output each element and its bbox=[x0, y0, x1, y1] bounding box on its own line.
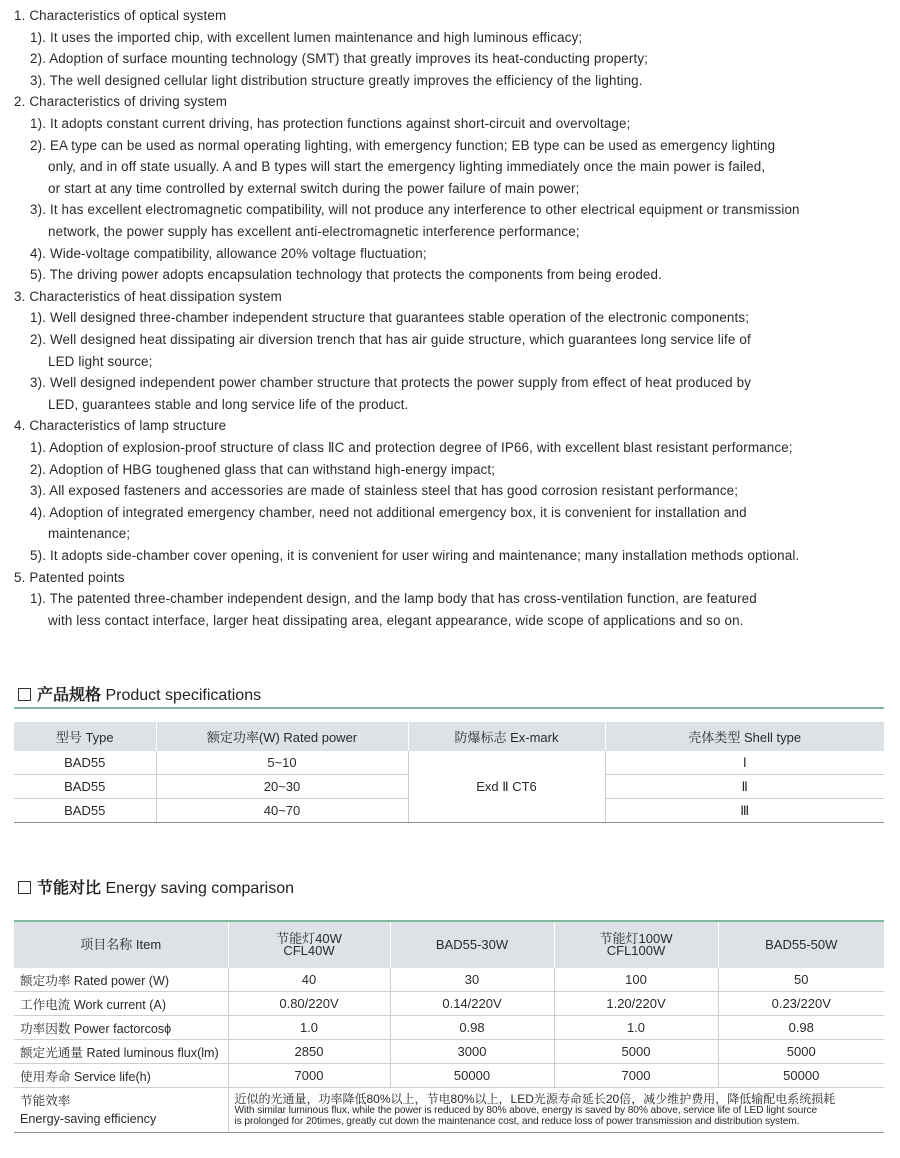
row-value: 0.98 bbox=[390, 1016, 554, 1040]
header-line2: CFL100W bbox=[606, 943, 666, 958]
table-row bbox=[14, 992, 884, 1016]
spec-shell: Ⅱ bbox=[605, 775, 884, 799]
spec-power: 20~30 bbox=[156, 775, 408, 799]
checkbox-square-icon bbox=[18, 881, 31, 894]
feature-heading: 3. Characteristics of heat dissipation system bbox=[14, 288, 282, 304]
feature-item: 1). Well designed three-chamber independent structure that guarantees stable operation of the electronic components; bbox=[30, 310, 750, 326]
feature-item: 2). EA type can be used as normal operating lighting, with emergency function; EB type can be used as emergency lighting bbox=[30, 137, 776, 153]
table-row bbox=[14, 751, 884, 775]
efficiency-note bbox=[228, 1088, 884, 1133]
specs-title-cn: 产品规格 bbox=[37, 687, 102, 704]
efficiency-note-en-1: With similar luminous flux, while the power is reduced by 80% above, energy is saved by 80% above, service life of LED light source bbox=[234, 1104, 818, 1116]
specs-section-title bbox=[18, 682, 261, 705]
specs-divider bbox=[14, 707, 884, 709]
header-line2: CFL40W bbox=[283, 943, 335, 958]
feature-item: 1). Adoption of explosion-proof structure of class ⅡC and protection degree of IP66, with excellent blast resistant performance; bbox=[30, 440, 793, 455]
feature-item: only, and in off state usually. A and B types will start the emergency lighting immediately once the main power is failed, bbox=[48, 159, 766, 175]
spec-power: 40~70 bbox=[156, 799, 408, 823]
specs-header-power: 额定功率(W) Rated power bbox=[156, 722, 408, 751]
row-value: 50000 bbox=[718, 1064, 884, 1088]
feature-item: maintenance; bbox=[48, 526, 131, 542]
row-label: 使用寿命 Service life(h) bbox=[14, 1064, 228, 1088]
table-row bbox=[14, 1064, 884, 1088]
table-row bbox=[14, 1040, 884, 1064]
feature-item: 3). It has excellent electromagnetic compatibility, will not produce any interference to other electrical equipment or transmission bbox=[30, 202, 800, 218]
comparison-header-row bbox=[14, 922, 884, 968]
feature-item: 5). It adopts side-chamber cover opening, it is convenient for user wiring and maintenance; many installation methods optional. bbox=[30, 548, 800, 563]
comparison-section-title bbox=[18, 875, 294, 898]
feature-item: with less contact interface, larger heat dissipating area, elegant appearance, wide scope of applications and so on. bbox=[48, 612, 744, 628]
comparison-header-item bbox=[14, 922, 228, 968]
row-value: 100 bbox=[554, 968, 718, 992]
row-value: 7000 bbox=[228, 1064, 390, 1088]
comparison-header-bad30 bbox=[390, 922, 554, 968]
comparison-header-cfl100 bbox=[554, 922, 718, 968]
feature-item: 4). Wide-voltage compatibility, allowance 20% voltage fluctuation; bbox=[30, 245, 427, 261]
feature-heading: 4. Characteristics of lamp structure bbox=[14, 418, 227, 434]
row-value: 0.14/220V bbox=[390, 992, 554, 1016]
header-line1: BAD55-50W bbox=[765, 937, 838, 952]
efficiency-note-en-2: is prolonged for 20times, greatly cut down the maintenance cost, and reduce loss of power transmission and distribution system. bbox=[234, 1115, 800, 1127]
row-value: 1.20/220V bbox=[554, 992, 718, 1016]
spec-shell: Ⅲ bbox=[605, 799, 884, 823]
row-value: 0.80/220V bbox=[228, 992, 390, 1016]
efficiency-row bbox=[14, 1088, 884, 1133]
header-line1: 节能灯40W bbox=[276, 931, 342, 946]
efficiency-label-cn: 节能效率 bbox=[20, 1094, 71, 1108]
feature-item: 3). The well designed cellular light distribution structure greatly improves the efficiency of the lighting. bbox=[30, 72, 643, 88]
comparison-title-cn: 节能对比 bbox=[37, 880, 102, 897]
comparison-title-en: Energy saving comparison bbox=[105, 880, 295, 897]
feature-item: 3). Well designed independent power chamber structure that protects the power supply from effect of heat produced by bbox=[30, 375, 752, 391]
row-label: 功率因数 Power factorcosϕ bbox=[14, 1016, 228, 1040]
row-value: 5000 bbox=[554, 1040, 718, 1064]
feature-item: LED, guarantees stable and long service life of the product. bbox=[48, 396, 409, 412]
row-value: 1.0 bbox=[228, 1016, 390, 1040]
header-line1: 项目名称 Item bbox=[80, 937, 162, 952]
specs-header-type: 型号 Type bbox=[14, 722, 156, 751]
row-value: 30 bbox=[390, 968, 554, 992]
table-row bbox=[14, 968, 884, 992]
spec-shell: Ⅰ bbox=[605, 751, 884, 775]
row-value: 0.23/220V bbox=[718, 992, 884, 1016]
row-label: 额定光通量 Rated luminous flux(lm) bbox=[14, 1040, 228, 1064]
row-value: 2850 bbox=[228, 1040, 390, 1064]
row-value: 50000 bbox=[390, 1064, 554, 1088]
feature-heading: 1. Characteristics of optical system bbox=[14, 8, 227, 23]
header-line1: BAD55-30W bbox=[435, 937, 509, 952]
spec-type: BAD55 bbox=[14, 799, 156, 823]
feature-item: 3). All exposed fasteners and accessories are made of stainless steel that has good corrosion resistant performance; bbox=[30, 483, 739, 499]
feature-item: 2). Adoption of surface mounting technology (SMT) that greatly improves its heat-conducting property; bbox=[30, 51, 649, 67]
feature-heading: 5. Patented points bbox=[14, 569, 125, 585]
feature-item: 2). Well designed heat dissipating air diversion trench that has air guide structure, which guarantees long service life of bbox=[30, 332, 751, 347]
spec-type: BAD55 bbox=[14, 775, 156, 799]
specs-header-exmark: 防爆标志 Ex-mark bbox=[408, 722, 605, 751]
feature-item: 1). It uses the imported chip, with excellent lumen maintenance and high luminous efficacy; bbox=[30, 29, 583, 45]
feature-item: 2). Adoption of HBG toughened glass that can withstand high-energy impact; bbox=[30, 461, 496, 477]
checkbox-square-icon bbox=[18, 688, 31, 701]
comparison-header-bad50 bbox=[718, 922, 884, 968]
row-value: 5000 bbox=[718, 1040, 884, 1064]
efficiency-note-cn: 近似的光通量，功率降低80%以上，节电80%以上，LED光源寿命延长20倍，减少维护费用，降低输配电系统损耗 bbox=[234, 1091, 836, 1106]
row-value: 50 bbox=[718, 968, 884, 992]
feature-item: 5). The driving power adopts encapsulation technology that protects the components from being eroded. bbox=[30, 267, 662, 283]
feature-item: network, the power supply has excellent anti-electromagnetic interference performance; bbox=[48, 224, 580, 239]
row-value: 1.0 bbox=[554, 1016, 718, 1040]
feature-item: 1). The patented three-chamber independent design, and the lamp body that has cross-ventilation function, are featured bbox=[30, 591, 757, 607]
feature-heading: 2. Characteristics of driving system bbox=[14, 94, 228, 110]
specs-title-en: Product specifications bbox=[105, 687, 262, 704]
comparison-header-cfl40 bbox=[228, 922, 390, 968]
efficiency-label bbox=[14, 1088, 228, 1133]
row-value: 40 bbox=[228, 968, 390, 992]
row-value: 7000 bbox=[554, 1064, 718, 1088]
specs-header-shell: 壳体类型 Shell type bbox=[605, 722, 884, 751]
feature-item: LED light source; bbox=[48, 353, 153, 369]
feature-item: or start at any time controlled by external switch during the power failure of main power; bbox=[48, 180, 580, 196]
comparison-table bbox=[14, 922, 884, 1133]
row-label: 额定功率 Rated power (W) bbox=[14, 968, 228, 992]
spec-type: BAD55 bbox=[14, 751, 156, 775]
row-label: 工作电流 Work current (A) bbox=[14, 992, 228, 1016]
feature-item: 1). It adopts constant current driving, has protection functions against short-circuit and overvoltage; bbox=[30, 116, 631, 131]
row-value: 3000 bbox=[390, 1040, 554, 1064]
specs-table bbox=[14, 722, 884, 823]
feature-item: 4). Adoption of integrated emergency chamber, need not additional emergency box, it is convenient for installation and bbox=[30, 504, 747, 520]
table-row bbox=[14, 1016, 884, 1040]
spec-power: 5~10 bbox=[156, 751, 408, 775]
row-value: 0.98 bbox=[718, 1016, 884, 1040]
spec-exmark: Exd Ⅱ CT6 bbox=[408, 751, 605, 823]
efficiency-label-en: Energy-saving efficiency bbox=[20, 1112, 157, 1126]
header-line1: 节能灯100W bbox=[599, 931, 673, 946]
specs-header-row bbox=[14, 722, 884, 751]
